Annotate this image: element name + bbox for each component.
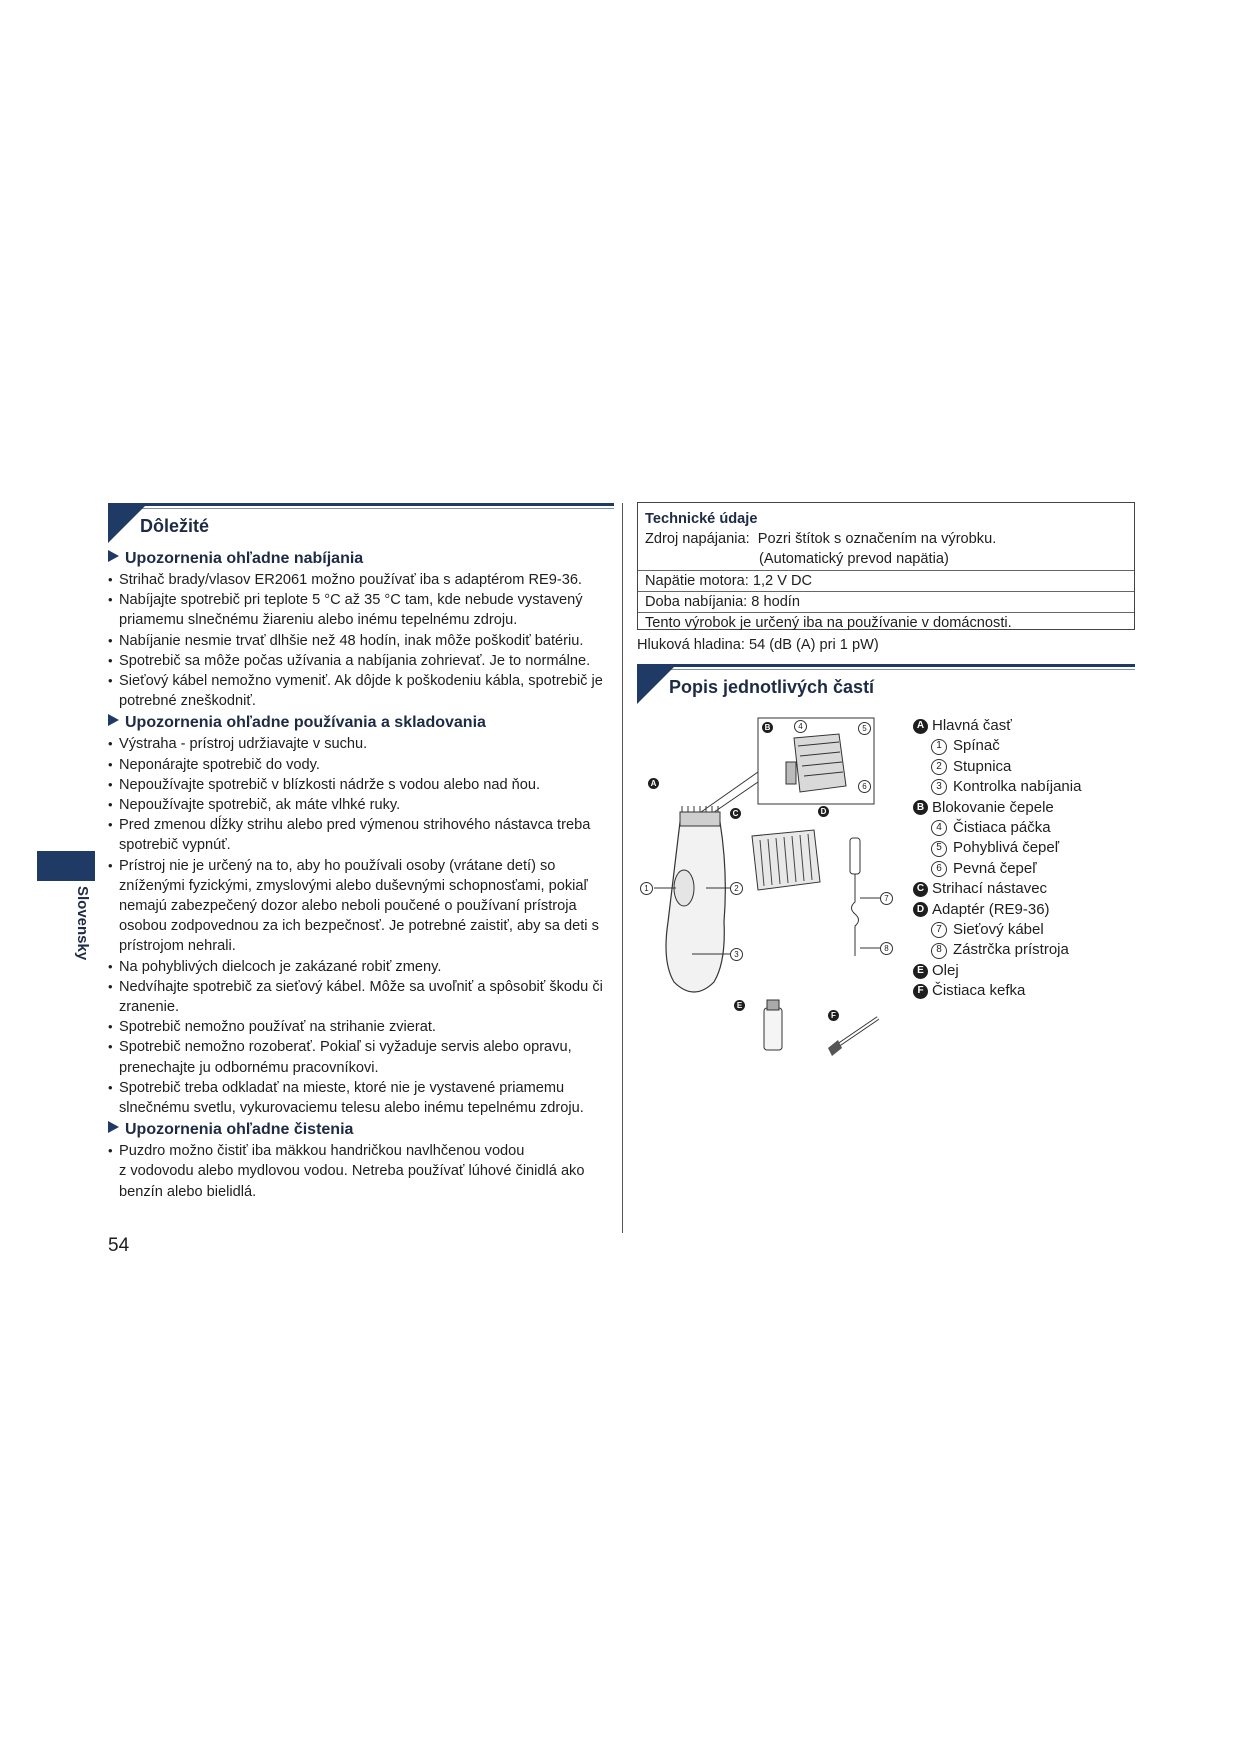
language-label: Slovensky	[74, 886, 91, 961]
part-group-F: F Čistiaca kefka	[913, 981, 1081, 1001]
callout-B: B	[762, 722, 773, 733]
callout-2: 2	[730, 882, 743, 895]
parts-section-header	[637, 664, 1135, 708]
list-item: • Nabíjanie nesmie trvať dlhšie než 48 hodín, inak môže poškodiť batériu.	[108, 631, 618, 651]
letter-badge: C	[913, 882, 928, 897]
tech-charge-time: Doba nabíjania: 8 hodín	[638, 591, 1134, 612]
cleaning-list	[108, 1141, 618, 1161]
header-rule	[108, 503, 614, 506]
tech-title: Technické údaje	[645, 511, 758, 527]
callout-D: D	[818, 806, 829, 817]
callout-A: A	[648, 778, 659, 789]
callout-C: C	[730, 808, 741, 819]
list-item: • Výstraha - prístroj udržiavajte v suchu.	[108, 734, 618, 754]
important-column	[108, 547, 618, 1202]
list-item: • Neponárajte spotrebič do vody.	[108, 755, 618, 775]
header-rule-thin	[108, 508, 614, 509]
header-rule	[637, 664, 1135, 667]
tech-home-use: Tento výrobok je určený iba na používanie v domácnosti.	[638, 612, 1134, 633]
callout-F: F	[828, 1010, 839, 1021]
list-item: • Nepoužívajte spotrebič, ak máte vlhké ruky.	[108, 795, 618, 815]
callout-E: E	[734, 1000, 745, 1011]
parts-title: Popis jednotlivých častí	[669, 677, 875, 697]
arrow-icon	[108, 714, 119, 726]
number-badge: 8	[931, 943, 947, 959]
callout-6: 6	[858, 780, 871, 793]
cleaning-heading: Upozornenia ohľadne čistenia	[108, 1119, 618, 1141]
list-item: • Nepoužívajte spotrebič v blízkosti nádrže s vodou alebo nad ňou.	[108, 775, 618, 795]
callout-8: 8	[880, 942, 893, 955]
usage-list	[108, 734, 618, 1118]
part-item-5: 5 Pohyblivá čepeľ	[913, 838, 1081, 858]
number-badge: 3	[931, 779, 947, 795]
list-item: • Sieťový kábel nemožno vymeniť. Ak dôjde k poškodeniu kábla, spotrebič je potrebné zneškodniť.	[108, 671, 618, 711]
tech-motor: Napätie motora: 1,2 V DC	[638, 570, 1134, 591]
callout-1: 1	[640, 882, 653, 895]
part-group-C: C Strihací nástavec	[913, 879, 1081, 899]
cleaning-continuation: z vodovodu alebo mydlovou vodou. Netreba používať lúhové činidlá ako benzín alebo bielidlá.	[119, 1163, 585, 1200]
part-item-1: 1 Spínač	[913, 736, 1081, 756]
list-item: • Na pohyblivých dielcoch je zakázané robiť zmeny.	[108, 957, 618, 977]
part-group-A: A Hlavná časť	[913, 716, 1081, 736]
trimmer-illustration	[634, 712, 904, 1082]
tech-specs-box	[637, 502, 1135, 630]
letter-badge: A	[913, 719, 928, 734]
list-item: • Nabíjajte spotrebič pri teplote 5 °C až 35 °C tam, kde nebude vystavený priamemu slnečnému žiareniu alebo inému tepelnému zdroju.	[108, 590, 618, 630]
list-item: • Spotrebič treba odkladať na mieste, ktoré nie je vystavené priamemu slnečnému svetlu, vykurovaciemu telesu alebo inému tepelnému zdroju.	[108, 1078, 618, 1118]
list-item: • Puzdro možno čistiť iba mäkkou handričkou navlhčenou vodou	[108, 1141, 618, 1161]
callout-3: 3	[730, 948, 743, 961]
list-item: • Spotrebič nemožno rozoberať. Pokiaľ si vyžaduje servis alebo opravu, prenechajte ju odbornému pracovníkovi.	[108, 1037, 618, 1077]
part-item-8: 8 Zástrčka prístroja	[913, 940, 1081, 960]
tech-power-row: Zdroj napájania: Pozri štítok s označením na výrobku.	[645, 531, 997, 548]
part-item-4: 4 Čistiaca páčka	[913, 818, 1081, 838]
language-tab	[37, 851, 95, 881]
list-item: • Spotrebič sa môže počas užívania a nabíjania zohrievať. Je to normálne.	[108, 651, 618, 671]
number-badge: 4	[931, 820, 947, 836]
tech-power-note: (Automatický prevod napätia)	[759, 551, 949, 568]
header-rule-thin	[637, 669, 1135, 670]
list-item: • Strihač brady/vlasov ER2061 možno používať iba s adaptérom RE9-36.	[108, 570, 618, 590]
part-group-E: E Olej	[913, 961, 1081, 981]
number-badge: 1	[931, 739, 947, 755]
charging-list	[108, 570, 618, 711]
important-section-header	[108, 503, 614, 547]
arrow-icon	[108, 1121, 119, 1133]
charging-heading: Upozornenia ohľadne nabíjania	[108, 548, 618, 570]
tech-noise: Hluková hladina: 54 (dB (A) pri 1 pW)	[637, 637, 879, 653]
number-badge: 7	[931, 922, 947, 938]
callout-5: 5	[858, 722, 871, 735]
part-group-B: B Blokovanie čepele	[913, 798, 1081, 818]
number-badge: 6	[931, 861, 947, 877]
usage-heading: Upozornenia ohľadne používania a skladovania	[108, 712, 618, 734]
part-item-2: 2 Stupnica	[913, 757, 1081, 777]
parts-diagram	[634, 712, 904, 1082]
page-number: 54	[108, 1235, 130, 1256]
callout-4: 4	[794, 720, 807, 733]
list-item: • Nedvíhajte spotrebič za sieťový kábel. Môže sa uvoľniť a spôsobiť škodu či zranenie.	[108, 977, 618, 1017]
list-item: • Prístroj nie je určený na to, aby ho používali osoby (vrátane detí) so zníženými fyzickými, zmyslovými alebo duševnými schopnosťami, pokiaľ nemajú zabezpečený dozor alebo neboli poučené o používaní prístroja osobou zodpovednou za ich bezpečnosť. Je potrebné zaistiť, aby sa deti s prístrojom nehrali.	[108, 856, 618, 957]
arrow-icon	[108, 550, 119, 562]
letter-badge: E	[913, 964, 928, 979]
letter-badge: D	[913, 902, 928, 917]
part-group-D: D Adaptér (RE9-36)	[913, 900, 1081, 920]
part-item-3: 3 Kontrolka nabíjania	[913, 777, 1081, 797]
column-divider	[622, 503, 623, 1233]
list-item: • Pred zmenou dĺžky strihu alebo pred výmenou strihového nástavca treba spotrebič vypnúť.	[108, 815, 618, 855]
letter-badge: B	[913, 800, 928, 815]
part-item-6: 6 Pevná čepeľ	[913, 859, 1081, 879]
parts-legend	[913, 716, 1081, 1002]
part-item-7: 7 Sieťový kábel	[913, 920, 1081, 940]
list-item: • Spotrebič nemožno používať na strihanie zvierat.	[108, 1017, 618, 1037]
letter-badge: F	[913, 984, 928, 999]
callout-7: 7	[880, 892, 893, 905]
number-badge: 2	[931, 759, 947, 775]
important-title: Dôležité	[140, 516, 210, 536]
number-badge: 5	[931, 841, 947, 857]
